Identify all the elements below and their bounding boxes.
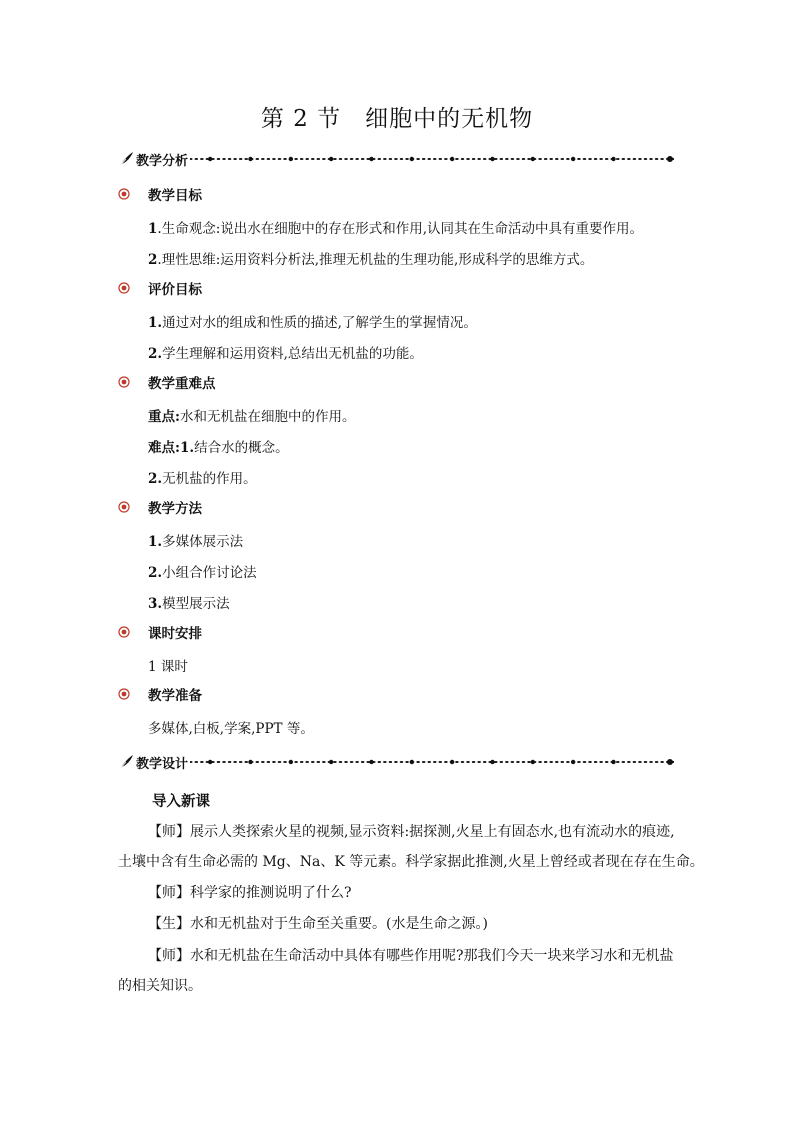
method-item-2: [148, 561, 257, 581]
item-number: 2.: [148, 346, 163, 362]
target-bullet-icon: [118, 188, 130, 200]
paragraph-3: 【生】水和无机盐对于生命至关重要。(水是生命之源。): [148, 916, 488, 932]
feather-pen-icon: [118, 151, 134, 167]
item-text: 通过对水的组成和性质的描述,了解学生的掌握情况。: [162, 315, 477, 331]
item-number: 1.: [148, 315, 163, 331]
heading-schedule: [118, 622, 202, 642]
item-number: 1: [148, 221, 158, 237]
heading-text: 教学准备: [148, 688, 202, 704]
item-text: 模型展示法: [162, 596, 230, 612]
heading-text: 教学重难点: [148, 376, 216, 392]
target-bullet-icon: [118, 376, 130, 388]
item-number: 2.: [148, 565, 163, 581]
evaluation-item-2: [148, 342, 423, 362]
target-bullet-icon: [118, 626, 130, 638]
target-bullet-icon: [118, 688, 130, 700]
page-title: 第 2 节 细胞中的无机物: [260, 106, 534, 132]
item-text: 小组合作讨论法: [162, 565, 257, 581]
item-number: 3.: [148, 596, 163, 612]
goal-item-2: [148, 248, 593, 268]
heading-methods: [118, 497, 202, 517]
target-bullet-icon: [118, 501, 130, 513]
heading-evaluation: [118, 278, 202, 298]
item-number: 1.: [148, 534, 163, 550]
item-number: 2: [148, 252, 158, 268]
method-item-1: [148, 530, 243, 550]
intro-heading: 导入新课: [152, 793, 210, 810]
dotted-divider: [190, 154, 674, 164]
keypoint-difficulty-2: [148, 467, 257, 487]
keypoint-difficulty: [148, 436, 289, 456]
heading-text: 教学目标: [148, 188, 202, 204]
item-text: 多媒体展示法: [162, 534, 244, 550]
key-label: 重点:: [148, 409, 180, 425]
heading-keypoints: [118, 372, 216, 392]
section-label: 教学设计: [136, 756, 189, 772]
paragraph-4-line-2: 的相关知识。: [118, 978, 202, 994]
goal-item-1: [148, 217, 643, 237]
heading-goals: [118, 184, 202, 204]
method-item-3: [148, 592, 230, 612]
evaluation-item-1: [148, 311, 477, 331]
section-bar-analysis: [118, 148, 674, 170]
item-text: 学生理解和运用资料,总结出无机盐的功能。: [162, 346, 423, 362]
heading-text: 课时安排: [148, 626, 202, 642]
item-text: 无机盐的作用。: [162, 471, 257, 487]
keypoint-key: [148, 405, 355, 425]
dotted-divider: [190, 757, 674, 767]
item-number: 2.: [148, 471, 163, 487]
paragraph-2: 【师】科学家的推测说明了什么?: [148, 885, 352, 901]
heading-text: 评价目标: [148, 282, 202, 298]
section-bar-design: [118, 751, 674, 773]
item-text: .生命观念:说出水在细胞中的存在形式和作用,认同其在生命活动中具有重要作用。: [157, 221, 644, 237]
heading-prep: [118, 684, 202, 704]
target-bullet-icon: [118, 282, 130, 294]
schedule-text: 1 课时: [148, 659, 188, 675]
paragraph-4-line-1: 【师】水和无机盐在生命活动中具体有哪些作用呢?那我们今天一块来学习水和无机盐: [148, 948, 674, 964]
prep-text: 多媒体,白板,学案,PPT 等。: [148, 721, 314, 737]
item-text: .理性思维:运用资料分析法,推理无机盐的生理功能,形成科学的思维方式。: [157, 252, 594, 268]
key-text: 水和无机盐在细胞中的作用。: [179, 409, 356, 425]
section-label: 教学分析: [136, 153, 189, 169]
difficulty-text: 结合水的概念。: [194, 440, 289, 456]
paragraph-1-line-2: 土壤中含有生命必需的 Mg、Na、K 等元素。科学家据此推测,火星上曾经或者现在存在生命。: [118, 854, 704, 870]
feather-pen-icon: [118, 754, 134, 770]
paragraph-1-line-1: 【师】展示人类探索火星的视频,显示资料:据探测,火星上有固态水,也有流动水的痕迹,: [148, 824, 675, 840]
heading-text: 教学方法: [148, 501, 202, 517]
difficulty-label: 难点:1.: [148, 440, 195, 456]
